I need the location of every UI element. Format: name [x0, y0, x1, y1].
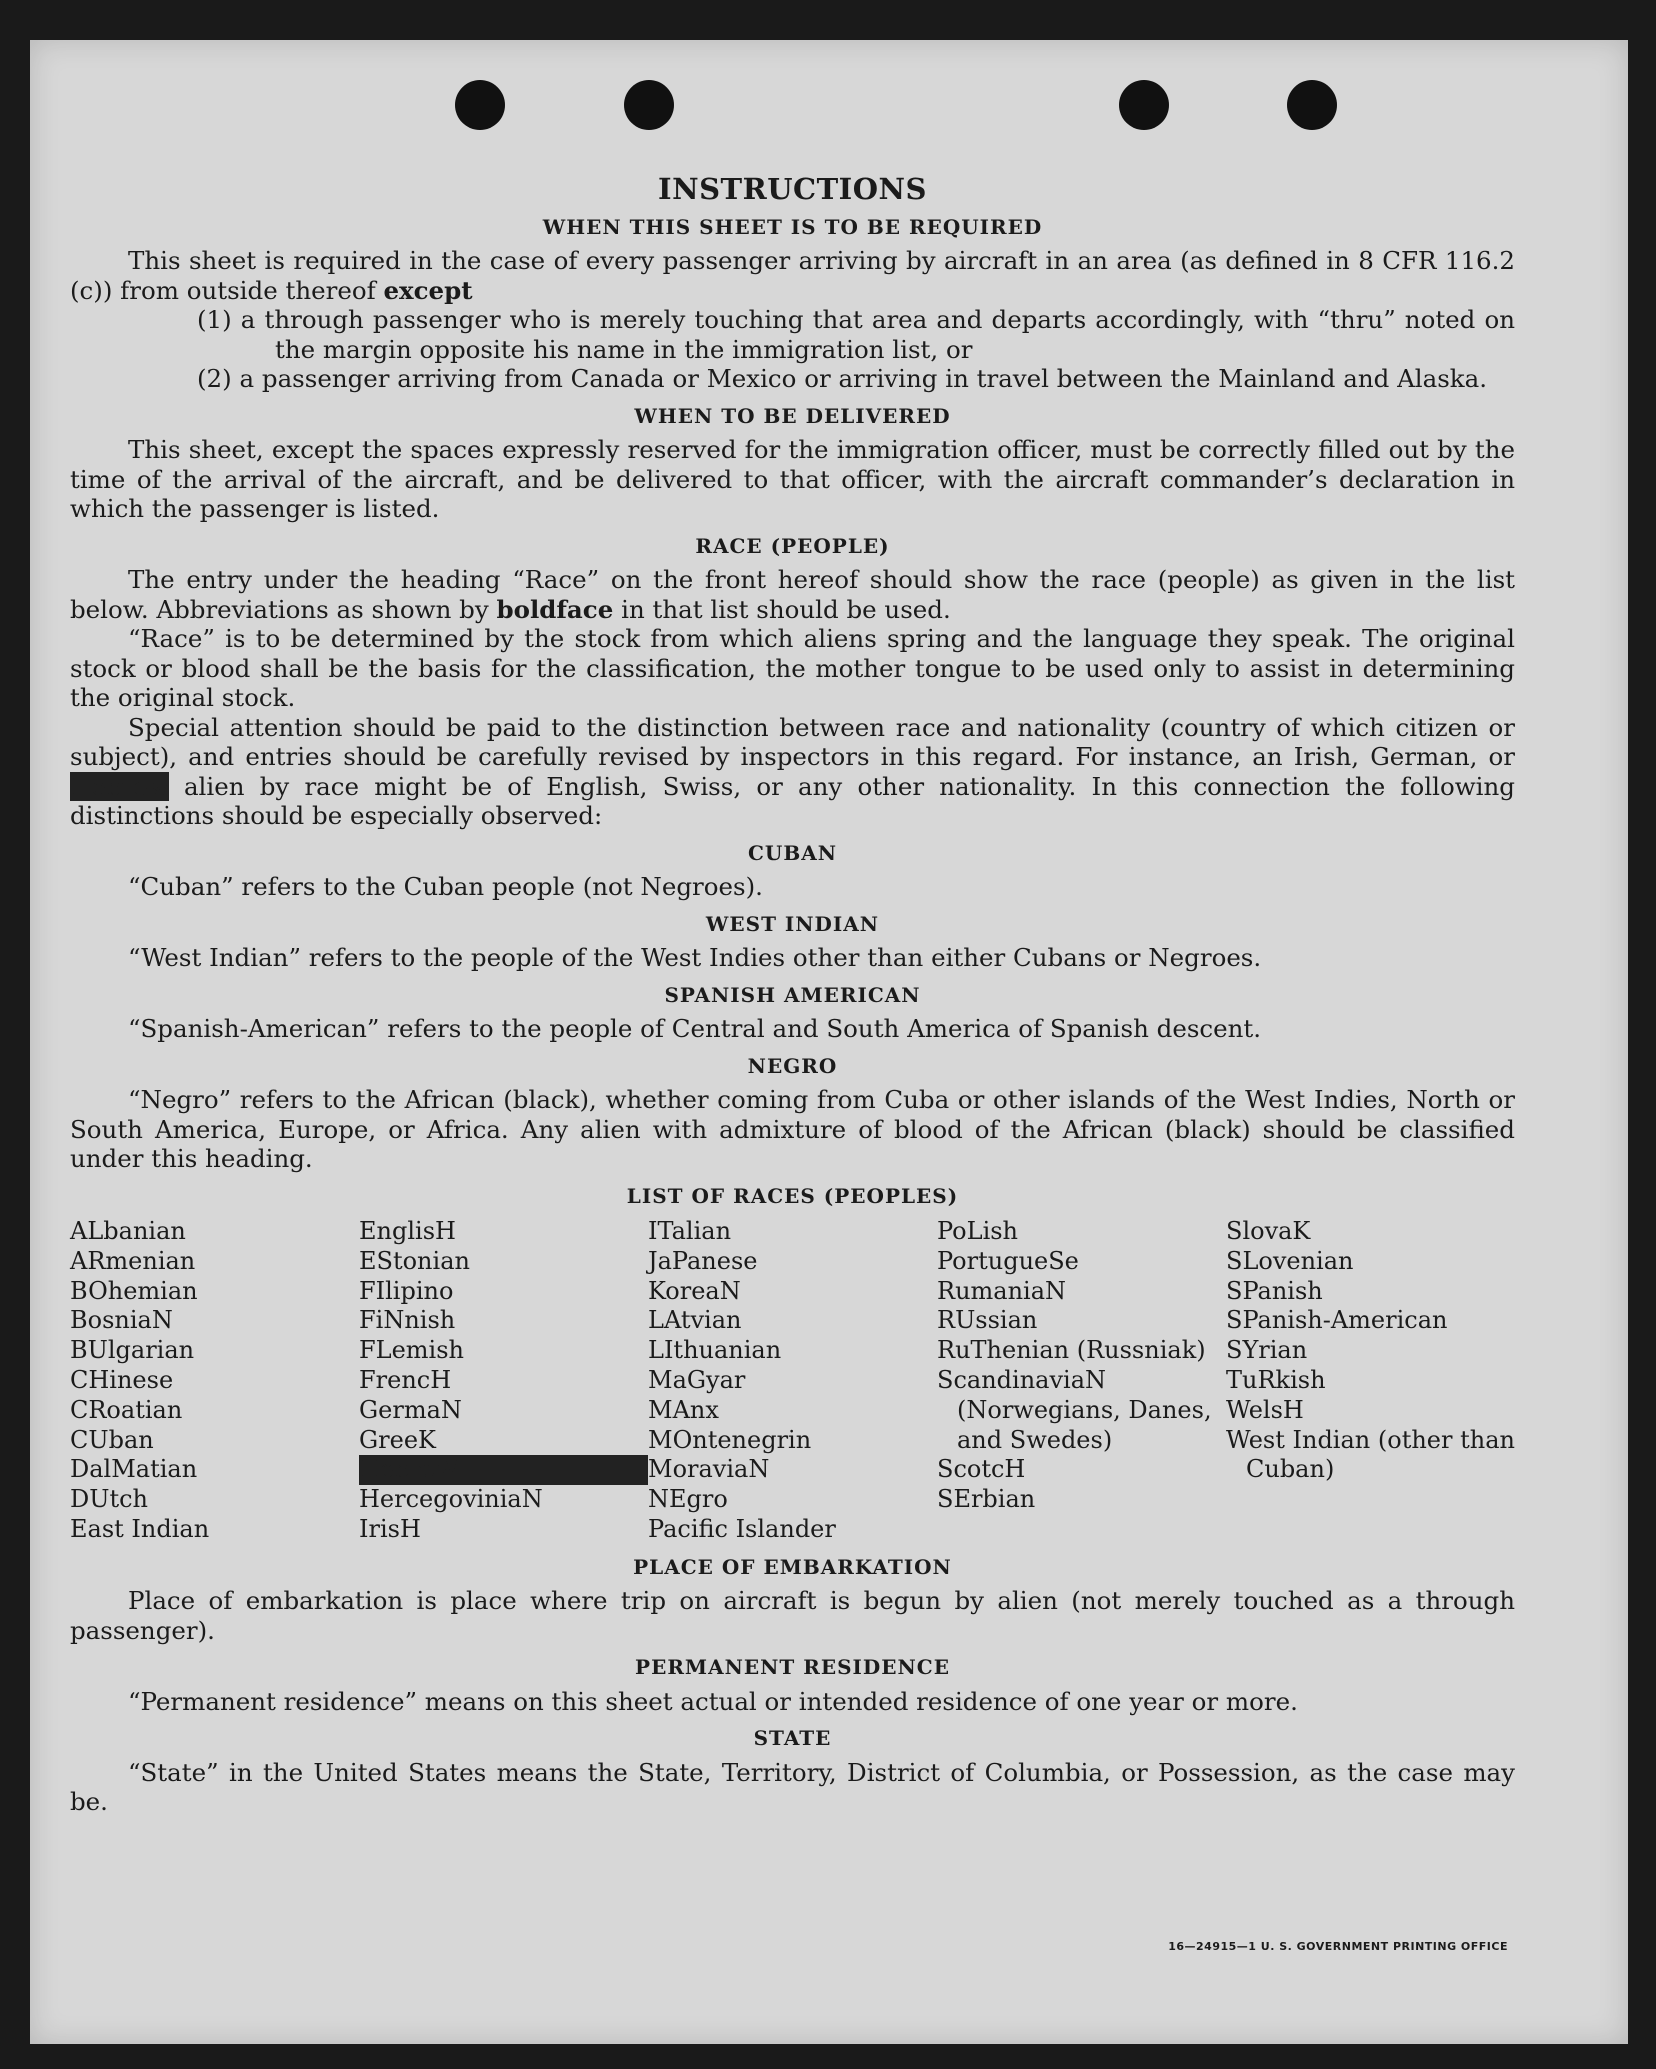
race-entry: MaGyar: [648, 1365, 746, 1394]
race-entry: MoraviaN: [648, 1455, 770, 1484]
race-entry: EStonian: [359, 1246, 470, 1275]
race-entry: East Indian: [70, 1514, 210, 1543]
document-sheet: [30, 40, 1628, 2044]
race-entry: ScandinaviaN (Norwegians, Danes, and Swedes): [937, 1365, 1212, 1454]
race-entry: GermaN: [359, 1395, 462, 1424]
race-entry: DalMatian: [70, 1455, 198, 1484]
race-entry: WelsH: [1226, 1395, 1304, 1424]
race-entry: LIthuanian: [648, 1336, 782, 1365]
race-entry: CRoatian: [70, 1395, 183, 1424]
race-entry: PortugueSe: [937, 1246, 1079, 1275]
heading-when-delivered: WHEN TO BE DELIVERED: [634, 403, 951, 428]
race-entry: SlovaK: [1226, 1217, 1311, 1245]
race-entry: CHinese: [70, 1365, 174, 1394]
race-entry: FIlipino: [359, 1276, 454, 1305]
state-text: “State” in the United States means the State, Territory, District of Columbia, or Possession, as the case may be.: [70, 1757, 1515, 1817]
printing-office-footer: 16—24915—1 U. S. GOVERNMENT PRINTING OFFICE: [1168, 1940, 1508, 1953]
race-entry: BosniaN: [70, 1306, 173, 1335]
race-entry: Pacific Islander: [648, 1514, 836, 1543]
heading-embarkation: PLACE OF EMBARKATION: [633, 1554, 952, 1579]
punch-hole: [1119, 80, 1169, 130]
west-indian-text: “West Indian” refers to the people of the West Indies other than either Cubans or Negroes.: [128, 943, 1262, 972]
race-entry: EnglisH: [359, 1217, 456, 1245]
race-entry: TuRkish: [1226, 1365, 1326, 1394]
race-entry: GreeK: [359, 1425, 436, 1454]
heading-west-indian: WEST INDIAN: [705, 911, 880, 936]
race-entry: RuThenian (Russniak): [937, 1336, 1206, 1365]
race-entry: NEgro: [648, 1485, 728, 1514]
punch-hole: [624, 80, 674, 130]
exception-item-1: (1) a through passenger who is merely touching that area and departs accordingly, with “thru” noted on the margin opposite his name in the immigration list, or: [197, 305, 1515, 364]
race-entry: LAtvian: [648, 1306, 742, 1335]
punch-hole: [1287, 80, 1337, 130]
race-paragraph-2: “Race” is to be determined by the stock from which aliens spring and the language they speak. The original stock or blood shall be the basis for the classification, the mother tongue to be used only to assist in determining the original stock.: [70, 624, 1515, 712]
race-entry: ScotcH: [937, 1455, 1026, 1484]
race-column-1: [70, 1217, 359, 1545]
heading-cuban: CUBAN: [747, 840, 838, 865]
race-paragraph-1: The entry under the heading “Race” on the front hereof should show the race (people) as given in the list below. Abbreviations as shown by boldface in that list should be used.: [70, 565, 1515, 624]
race-entry: West Indian (other than Cuban): [1226, 1425, 1515, 1484]
race-entry: ARmenian: [70, 1246, 196, 1275]
race-list: [70, 1217, 1515, 1545]
race-entry: BOhemian: [70, 1276, 198, 1305]
race-entry: SYrian: [1226, 1336, 1308, 1365]
race-entry: HebreW: [359, 1455, 648, 1485]
exception-item-2: (2) a passenger arriving from Canada or Mexico or arriving in travel between the Mainland and Alaska.: [197, 364, 1488, 393]
redacted-word: Hebrew: [70, 771, 169, 801]
race-entry: SErbian: [937, 1485, 1036, 1514]
race-entry: CUban: [70, 1425, 154, 1454]
heading-list-of-races: LIST OF RACES (PEOPLES): [626, 1183, 959, 1208]
race-entry: RumaniaN: [937, 1276, 1067, 1305]
race-entry: SLovenian: [1226, 1246, 1354, 1275]
race-column-2: [359, 1217, 648, 1545]
punch-hole: [455, 80, 505, 130]
cuban-text: “Cuban” refers to the Cuban people (not Negroes).: [128, 872, 763, 901]
instructions-content: [70, 172, 1515, 1817]
race-column-4: [937, 1217, 1226, 1545]
heading-negro: NEGRO: [747, 1053, 838, 1078]
race-column-3: [648, 1217, 937, 1545]
race-entry: RUssian: [937, 1306, 1038, 1335]
heading-spanish-american: SPANISH AMERICAN: [664, 982, 921, 1007]
race-entry: ITalian: [648, 1217, 732, 1245]
heading-permanent-residence: PERMANENT RESIDENCE: [635, 1655, 950, 1680]
race-entry: FiNnish: [359, 1306, 456, 1335]
race-entry: MOntenegrin: [648, 1425, 812, 1454]
race-entry: DUtch: [70, 1485, 149, 1514]
when-required-intro: This sheet is required in the case of every passenger arriving by aircraft in an area (as defined in 8 CFR 116.2 (c)) from outside thereof except: [70, 246, 1515, 305]
when-delivered-text: This sheet, except the spaces expressly reserved for the immigration officer, must be correctly filled out by the time of the arrival of the aircraft, and be delivered to that officer, with the aircraft commander’s declaration in which the passenger is listed.: [70, 435, 1515, 523]
residence-text: “Permanent residence” means on this sheet actual or intended residence of one year or more.: [128, 1686, 1298, 1716]
race-entry: HercegoviniaN: [359, 1485, 543, 1514]
negro-text: “Negro” refers to the African (black), whether coming from Cuba or other islands of the West Indies, North or South America, Europe, or Africa. Any alien with admixture of blood of the African (black) should be classified under this heading.: [70, 1085, 1515, 1173]
race-entry: SPanish-American: [1226, 1306, 1448, 1335]
race-entry: MAnx: [648, 1395, 719, 1424]
race-column-5: [1226, 1217, 1515, 1545]
heading-when-required: WHEN THIS SHEET IS TO BE REQUIRED: [542, 214, 1043, 239]
race-entry: PoLish: [937, 1217, 1019, 1245]
race-entry: KoreaN: [648, 1276, 741, 1305]
race-entry: SPanish: [1226, 1276, 1323, 1305]
heading-race: RACE (PEOPLE): [695, 533, 890, 558]
heading-state: STATE: [753, 1726, 832, 1751]
race-entry: FLemish: [359, 1336, 464, 1365]
spanish-american-text: “Spanish-American” refers to the people of Central and South America of Spanish descent.: [128, 1014, 1262, 1043]
race-entry: FrencH: [359, 1365, 452, 1394]
embarkation-text: Place of embarkation is place where trip on aircraft is begun by alien (not merely touched as a through passenger).: [70, 1586, 1515, 1645]
race-paragraph-3: Special attention should be paid to the distinction between race and nationality (country of which citizen or subject), and entries should be carefully revised by inspectors in this regard. For instance, an Irish, German, or Hebrew alien by race might be of English, Swiss, or any other nationality. In this connection the following distinctions should be especially observed:: [70, 712, 1515, 830]
race-entry: IrisH: [359, 1514, 421, 1543]
race-entry: BUlgarian: [70, 1336, 195, 1365]
race-entry: ALbanian: [70, 1217, 186, 1245]
race-entry: JaPanese: [648, 1246, 758, 1275]
page-title: INSTRUCTIONS: [658, 172, 927, 206]
